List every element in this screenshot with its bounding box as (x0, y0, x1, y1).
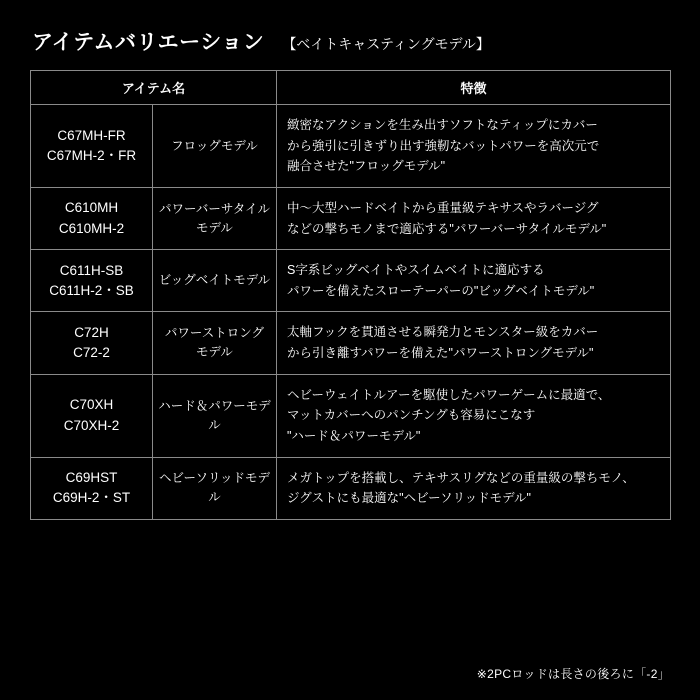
feature-line1: メガトップを搭載し、テキサスリグなどの重量級の撃ちモノ、 (287, 470, 635, 485)
row-item-name (31, 374, 153, 457)
item-name-line1: C72H (74, 324, 109, 340)
item-name-line1: C611H-SB (59, 262, 124, 278)
table-row (31, 312, 671, 374)
feature-line2: などの撃ちモノまで適応する"パワーバーサタイルモデル" (287, 221, 607, 236)
page-header (30, 26, 670, 56)
row-model-name (153, 374, 277, 457)
table-row (31, 187, 671, 249)
model-name-line1: パワーストロング (164, 326, 265, 341)
table-header-row (31, 71, 671, 105)
item-name-line1: C69HST (65, 469, 118, 485)
table-header (31, 71, 671, 105)
feature-line1: 中〜大型ハードベイトから重量級テキサスやラバージグ (287, 200, 599, 215)
model-name-line2: モデル (196, 220, 233, 235)
variation-table (30, 70, 671, 520)
table-row (31, 457, 671, 519)
table-row (31, 374, 671, 457)
item-name-line2: C70XH-2 (63, 417, 120, 433)
item-name-line1: C70XH (69, 397, 114, 413)
row-item-name (31, 187, 153, 249)
item-name-line1: C610MH (64, 200, 119, 216)
item-name-line2: C611H-2・SB (49, 282, 134, 298)
page-title: アイテムバリエーション (32, 31, 265, 54)
column-header-feature: 特徴 (277, 71, 671, 105)
feature-line1: ヘビーウェイトルアーを駆使したパワーゲームに最適で、 (287, 387, 611, 402)
feature-line2: から強引に引きずり出す強靭なバットパワーを高次元で (287, 138, 600, 153)
feature-line1: 太軸フックを貫通させる瞬発力とモンスター級をカバー (287, 325, 599, 340)
table-row (31, 105, 671, 188)
feature-line2: パワーを備えたスローテーパーの"ビッグベイトモデル" (287, 283, 595, 298)
row-feature (277, 105, 671, 188)
row-feature (277, 187, 671, 249)
row-item-name (31, 312, 153, 374)
item-name-line2: C72-2 (73, 345, 110, 360)
row-feature (277, 312, 671, 374)
table-row (31, 250, 671, 312)
model-name-line1: ハード＆パワーモデル (158, 398, 271, 432)
row-model-name (153, 457, 277, 519)
row-feature (277, 374, 671, 457)
row-item-name (31, 250, 153, 312)
feature-line2: マットカバーへのパンチングも容易にこなす (287, 408, 536, 423)
row-model-name (153, 187, 277, 249)
model-name-line1: ヘビーソリッドモデル (158, 471, 270, 505)
model-name-line1: フロッグモデル (171, 138, 258, 153)
item-name-line2: C67MH-2・FR (46, 147, 137, 163)
feature-line1: S字系ビッグベイトやスイムベイトに適応する (287, 263, 545, 278)
feature-line3: "ハード＆パワーモデル" (287, 428, 421, 443)
feature-line3: 融合させた"フロッグモデル" (287, 159, 446, 174)
model-name-line1: パワーバーサタイル (158, 201, 270, 216)
row-feature (277, 250, 671, 312)
model-name-line1: ビッグベイトモデル (158, 273, 271, 288)
feature-line2: から引き離すパワーを備えた"パワーストロングモデル" (287, 346, 594, 360)
row-model-name (153, 250, 277, 312)
column-header-item: アイテム名 (31, 71, 277, 105)
feature-line1: 緻密なアクションを生み出すソフトなティップにカバー (287, 118, 598, 132)
row-model-name (153, 312, 277, 374)
page-subtitle: 【ベイトキャスティングモデル】 (282, 36, 490, 52)
row-item-name (31, 105, 153, 188)
item-name-line2: C69H-2・ST (52, 490, 131, 506)
item-name-line2: C610MH-2 (58, 220, 125, 236)
table-body (31, 105, 671, 520)
feature-line2: ジグストにも最適な"ヘビーソリッドモデル" (287, 491, 531, 506)
item-name-line1: C67MH-FR (57, 127, 126, 143)
model-name-line2: モデル (196, 345, 233, 359)
footnote: ※2PCロッドは長さの後ろに「-2」 (476, 667, 670, 681)
row-item-name (31, 457, 153, 519)
row-feature (277, 457, 671, 519)
row-model-name (153, 105, 277, 188)
